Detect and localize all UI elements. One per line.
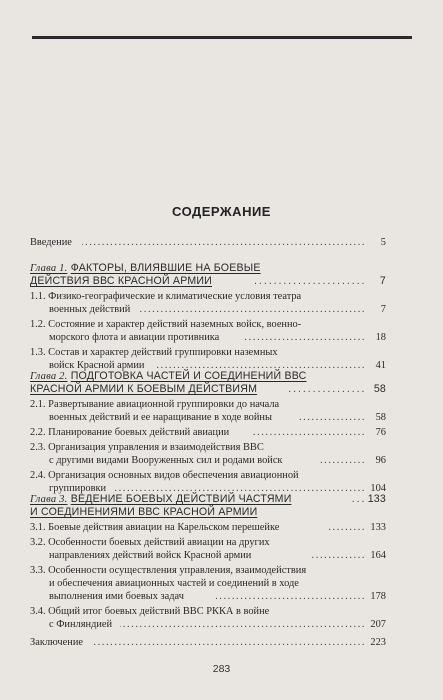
toc-entry-3-4-cont[interactable] (30, 618, 386, 631)
toc-entry-title-cont: группировки (49, 483, 107, 494)
toc-entry-1-1-cont[interactable] (30, 303, 386, 316)
toc-entry-title-cont: выполнения ими боевых задач (49, 591, 184, 602)
toc-entry-page: 223 (370, 637, 386, 648)
toc-entry-title-cont: морского флота и авиации противника (49, 332, 220, 343)
leader-dots (252, 426, 364, 439)
toc-entry-title-cont: военных действий (49, 304, 131, 315)
toc-entry-title: 3.2. Особенности боевых действий авиации на других (30, 537, 270, 548)
toc-entry-1-2-cont[interactable] (30, 331, 386, 344)
leader-dots (326, 521, 364, 534)
page-number: 283 (212, 663, 231, 675)
toc-entry-page: 41 (375, 360, 386, 371)
toc-entry-title-cont: и обеспечения авиационных частей и соединений в ходе (49, 578, 299, 589)
toc-entry-title-cont: войск Красной армии (49, 360, 145, 371)
leader-dots (242, 331, 364, 344)
toc-entry-title: 3.4. Общий итог боевых действий ВВС РККА в войне (30, 606, 270, 617)
chapter-title: ПОДГОТОВКА ЧАСТЕЙ И СОЕДИНЕНИЙ ВВС (70, 370, 307, 382)
toc-entry-title-cont: с Финляндией (49, 619, 113, 630)
toc-entry-title: 2.2. Планирование боевых действий авиации (30, 427, 230, 438)
toc-entry-2-2[interactable] (30, 426, 386, 439)
toc-entry-title: 1.3. Состав и характер действий группировки наземных (30, 347, 278, 358)
toc-entry-1-2[interactable] (30, 318, 386, 331)
toc-entry-2-3[interactable] (30, 441, 386, 454)
toc-entry-title: 1.1. Физико-географические и климатические условия театра (30, 291, 302, 302)
toc-entry-page: 18 (375, 332, 386, 343)
chapter-prefix: Глава 1. (30, 263, 68, 274)
leader-dots (140, 303, 364, 316)
toc-heading: СОДЕРЖАНИЕ (172, 204, 271, 219)
toc-entry-3-3-cont[interactable] (30, 577, 386, 590)
toc-entry-3-2-cont[interactable] (30, 549, 386, 562)
toc-entry-1-3[interactable] (30, 346, 386, 359)
toc-entry-page: 133 (370, 522, 386, 533)
toc-chapter-1-line2[interactable] (30, 275, 386, 288)
chapter-title: ФАКТОРЫ, ВЛИЯВШИЕ НА БОЕВЫЕ (70, 262, 261, 274)
toc-entry-page: 133 (367, 493, 386, 505)
leader-dots (310, 549, 364, 562)
toc-entry-page: 104 (370, 483, 386, 494)
toc-entry-conclusion[interactable] (30, 636, 386, 649)
chapter-title-cont: ДЕЙСТВИЯ ВВС КРАСНОЙ АРМИИ (30, 275, 212, 287)
toc-entry-2-3-cont[interactable] (30, 454, 386, 467)
toc-entry-3-1[interactable] (30, 521, 386, 534)
leader-dots (82, 236, 364, 249)
toc-entry-title: 1.2. Состояние и характер действий наземных войск, военно- (30, 319, 302, 330)
leader-dots (320, 454, 364, 467)
chapter-prefix: Глава 2. (30, 371, 68, 382)
toc-entry-2-1[interactable] (30, 398, 386, 411)
chapter-title-cont: КРАСНОЙ АРМИИ К БОЕВЫМ ДЕЙСТВИЯМ (30, 383, 258, 395)
leader-dots (298, 411, 364, 424)
toc-entry-2-1-cont[interactable] (30, 411, 386, 424)
toc-entry-title: 3.3. Особенности осуществления управления, взаимодействия (30, 565, 307, 576)
toc-entry-title: 2.1. Развертывание авиационной группировки до начала (30, 399, 280, 410)
toc-entry-3-3[interactable] (30, 564, 386, 577)
toc-chapter-2-line2[interactable] (30, 383, 386, 396)
toc-entry-title-cont: военных действий и ее наращивание в ходе войны (49, 412, 272, 423)
toc-entry-page: 96 (375, 455, 386, 466)
toc-entry-3-4[interactable] (30, 605, 386, 618)
toc-entry-intro[interactable] (30, 236, 386, 249)
toc-entry-title: Введение (30, 237, 72, 248)
leader-dots (94, 636, 364, 649)
toc-entry-1-1[interactable] (30, 290, 386, 303)
chapter-title-cont: И СОЕДИНЕНИЯМИ ВВС КРАСНОЙ АРМИИ (30, 506, 258, 518)
top-rule (32, 36, 412, 39)
leader-dots (252, 275, 364, 288)
toc-chapter-2-line1[interactable] (30, 370, 386, 383)
leader-dots (120, 618, 364, 631)
toc-entry-page: 7 (379, 275, 386, 287)
leader-dots (216, 590, 364, 603)
leader-dots (352, 493, 364, 506)
toc-entry-title: 3.1. Боевые действия авиации на Карельском перешейке (30, 522, 280, 533)
toc-entry-title-cont: направлениях действий войск Красной армии (49, 550, 252, 561)
chapter-prefix: Глава 3. (30, 494, 68, 505)
toc-entry-3-2[interactable] (30, 536, 386, 549)
toc-entry-3-3-cont2[interactable] (30, 590, 386, 603)
toc-entry-2-4[interactable] (30, 469, 386, 482)
toc-entry-page: 5 (380, 237, 386, 248)
chapter-title: ВЕДЕНИЕ БОЕВЫХ ДЕЙСТВИЙ ЧАСТЯМИ (70, 493, 292, 505)
toc-chapter-3-line2[interactable] (30, 506, 386, 519)
toc-entry-page: 76 (375, 427, 386, 438)
toc-entry-page: 58 (373, 383, 386, 395)
toc-entry-title: 2.4. Организация основных видов обеспечения авиационной (30, 470, 299, 481)
toc-entry-title: 2.3. Организация управления и взаимодействия ВВС (30, 442, 264, 453)
leader-dots (286, 383, 364, 396)
toc-entry-title-cont: с другими видами Вооруженных сил и родами войск (49, 455, 283, 466)
toc-chapter-1-line1[interactable] (30, 262, 386, 275)
toc-entry-title: Заключение (30, 637, 83, 648)
toc-entry-page: 164 (370, 550, 386, 561)
toc-entry-page: 7 (380, 304, 386, 315)
toc-entry-page: 58 (375, 412, 386, 423)
toc-entry-page: 178 (370, 591, 386, 602)
toc-entry-page: 207 (370, 619, 386, 630)
toc-chapter-3-line1[interactable] (30, 493, 386, 506)
